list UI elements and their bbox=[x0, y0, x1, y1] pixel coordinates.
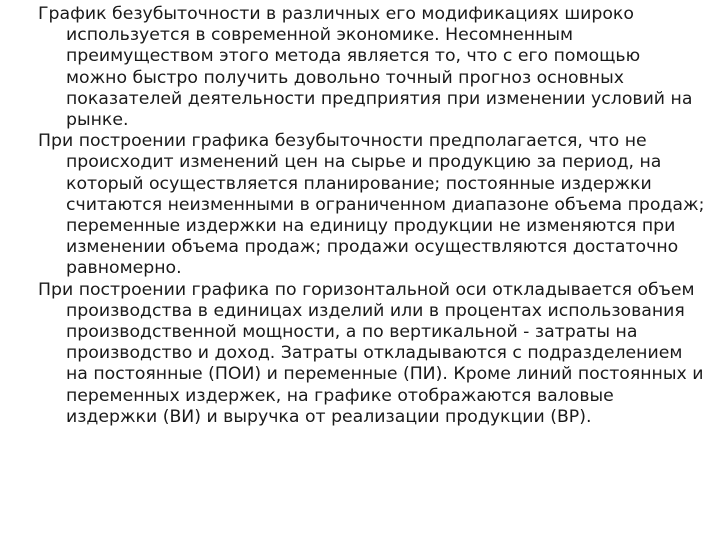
paragraph-break-even-overview: График безубыточности в различных его модификациях широко используется в современной экономике. Несомненным преимуществом этого метода является то, что с его помощью можно быстро получить довольно точный прогноз основных показателей деятельности предприятия при изменении условий на рынке. bbox=[38, 4, 693, 131]
text-body bbox=[38, 4, 706, 428]
paragraph-graph-construction: При построении графика по горизонтальной оси откладывается объем производства в единицах изделий или в процентах использования производственной мощности, а по вертикальной - затраты на производство и доход. Затраты откладываются с подразделением на постоянные (ПОИ) и переменные (ПИ). Кроме линий постоянных и переменных издержек, на графике отображаются валовые издержки (ВИ) и выручка от реализации продукции (ВР). bbox=[38, 279, 704, 427]
paragraph-break-even-assumptions: При построении графика безубыточности предполагается, что не происходит изменений цен на сырье и продукцию за период, на который осуществляется планирование; постоянные издержки считаются неизменными в ограниченном диапазоне объема продаж; переменные издержки на единицу продукции не изменяются при изменении объема продаж; продажи осуществляются достаточно равномерно. bbox=[38, 131, 705, 279]
